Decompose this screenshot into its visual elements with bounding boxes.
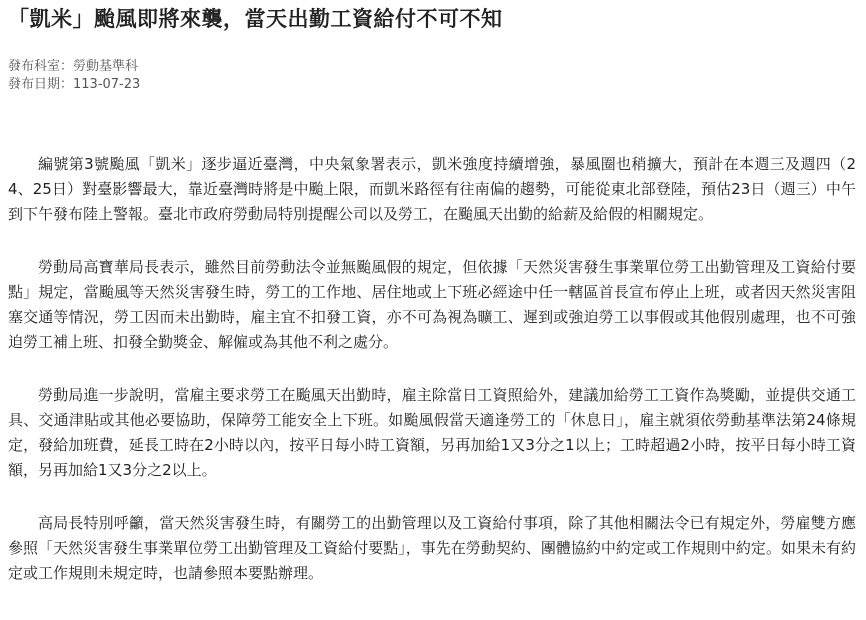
article-paragraph: 勞動局進一步說明，當雇主要求勞工在颱風天出勤時，雇主除當日工資照給外，建議加給勞工工資作為獎勵，並提供交通工具、交通津貼或其他必要協助，保障勞工能安全上下班。如颱風假當天適逢勞工的「休息日」，雇主就須依勞動基準法第24條規定，發給加班費，延長工時在2小時以內，按平日每小時工資額，另再加給1又3分之1以上；工時超過2小時，按平日每小時工資額，另再加給1又3分之2以上。 (8, 386, 856, 479)
article-paragraph: 編號第3號颱風「凱米」逐步逼近臺灣，中央氣象署表示，凱米強度持續增強，暴風圈也稍擴大，預計在本週三及週四（24、25日）對臺影響最大，靠近臺灣時將是中颱上限，而凱米路徑有往南偏的趨勢，可能從東北部登陸，預估23日（週三）中午到下午發布陸上警報。臺北市政府勞動局特別提醒公司以及勞工，在颱風天出勤的給薪及給假的相關規定。 (8, 155, 856, 223)
department-row (8, 58, 140, 76)
date-value: 113-07-23 (73, 77, 141, 92)
date-row (8, 76, 140, 94)
date-label: 發布日期： (8, 77, 74, 92)
article-body (8, 152, 856, 614)
department-value: 勞動基準科 (73, 59, 139, 74)
article-paragraph: 高局長特別呼籲，當天然災害發生時，有關勞工的出勤管理以及工資給付事項，除了其他相關法令已有規定外，勞雇雙方應參照「天然災害發生事業單位勞工出勤管理及工資給付要點」，事先在勞動契約、團體協約中約定或工作規則中約定。如果未有約定或工作規則未規定時，也請參照本要點辦理。 (8, 514, 856, 582)
article-title: 「凱米」颱風即將來襲，當天出勤工資給付不可不知 (8, 7, 503, 31)
article-paragraph: 勞動局高寶華局長表示，雖然目前勞動法令並無颱風假的規定，但依據「天然災害發生事業單位勞工出勤管理及工資給付要點」規定，當颱風等天然災害發生時，勞工的工作地、居住地或上下班必經途中任一轄區首長宣布停止上班，或者因天然災害阻塞交通等情況，勞工因而未出勤時，雇主宜不扣發工資，亦不可為視為曠工、遲到或強迫勞工以事假或其他假別處理，也不可強迫勞工補上班、扣發全勤獎金、解僱或為其他不利之處分。 (8, 258, 856, 351)
department-label: 發布科室： (8, 59, 74, 74)
article-meta (8, 58, 140, 94)
